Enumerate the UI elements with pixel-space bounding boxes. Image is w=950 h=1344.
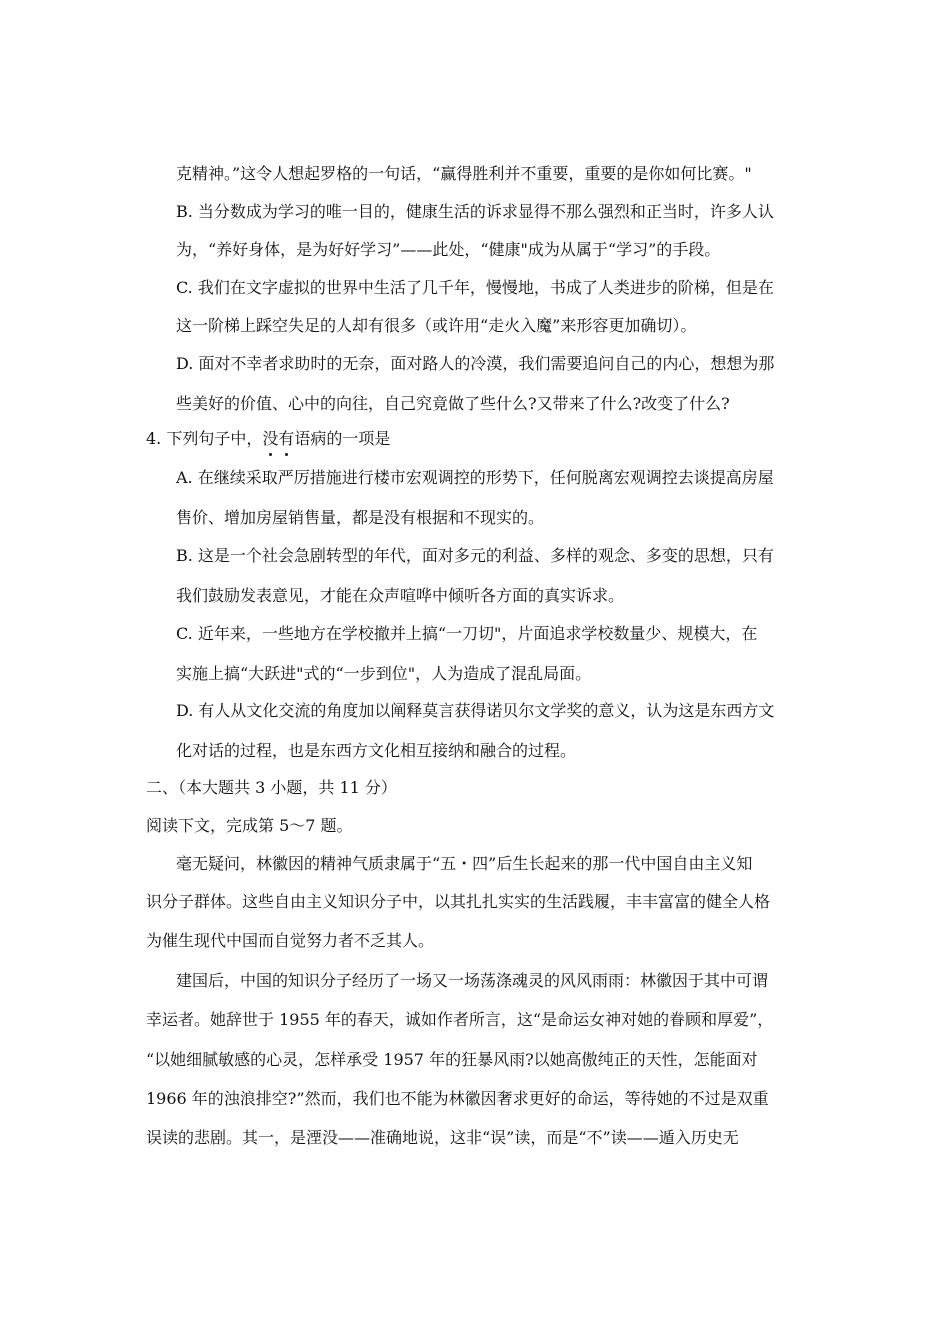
emphasis-char: 有 [278,427,294,451]
paragraph-line: 识分子群体。这些自由主义知识分子中，以其扎扎实实的生活践履，丰丰富富的健全人格 [146,892,771,911]
emphasis-char: 没 [262,427,278,451]
text-line: 些美好的价值、心中的向往，自己究竟做了些什么?又带来了什么?改变了什么? [176,394,730,413]
question-4-stem [146,427,390,451]
text-line: 我们鼓励发表意见，才能在众声喧哗中倾听各方面的真实诉求。 [176,586,625,605]
question-4-prefix: 4. 下列句子中， [146,429,263,448]
option-a-line: A. 在继续采取严厉措施进行楼市宏观调控的形势下，任何脱离宏观调控去谈提高房屋 [176,468,774,487]
option-d-line: D. 面对不幸者求助时的无奈，面对路人的冷漠，我们需要追问自己的内心，想想为那 [176,354,775,373]
paragraph-line: 为催生现代中国而自觉努力者不乏其人。 [146,931,435,950]
option-d-line: D. 有人从文化交流的角度加以阐释莫言获得诺贝尔文学奖的意义，认为这是东西方文 [176,701,775,720]
text-line: 售价、增加房屋销售量，都是没有根据和不现实的。 [176,508,545,527]
reading-instruction: 阅读下文，完成第 5～7 题。 [146,816,353,835]
question-4-suffix: 语病的一项是 [294,429,391,448]
section-heading: 二、（本大题共 3 小题，共 11 分） [146,778,397,797]
paragraph-line: 毫无疑问，林徽因的精神气质隶属于“五・四”后生长起来的那一代中国自由主义知 [176,854,753,873]
text-line: 化对话的过程，也是东西方文化相互接纳和融合的过程。 [176,741,577,760]
text-line: 这一阶梯上踩空失足的人却有很多（或许用“走火入魔”来形容更加确切）。 [176,316,697,335]
text-line: 克精神。”这令人想起罗格的一句话，“赢得胜利并不重要，重要的是你如何比赛。" [176,164,752,183]
paragraph-line: 误读的悲剧。其一，是湮没——准确地说，这非“误”读，而是“不”读——遁入历史无 [146,1128,739,1147]
text-line: 为，“养好身体，是为好好学习”——此处，“健康"成为从属于“学习”的手段。 [176,240,721,259]
paragraph-line: 建国后，中国的知识分子经历了一场又一场荡涤魂灵的风风雨雨：林徽因于其中可谓 [176,971,769,990]
paragraph-line: 幸运者。她辞世于 1955 年的春天，诚如作者所言，这“是命运女神对她的眷顾和厚爱”， [146,1010,774,1029]
paragraph-line: “以她细腻敏感的心灵，怎样承受 1957 年的狂暴风雨?以她高傲纯正的天性，怎能面对 [146,1050,758,1069]
paragraph-line: 1966 年的浊浪排空?”然而，我们也不能为林徽因奢求更好的命运，等待她的不过是双重 [146,1089,769,1108]
text-line: 实施上搞“大跃进"式的“一步到位"，人为造成了混乱局面。 [176,664,592,683]
option-b-line: B. 当分数成为学习的唯一目的，健康生活的诉求显得不那么强烈和正当时，许多人认 [176,202,774,221]
option-c-line: C. 近年来，一些地方在学校撤并上搞“一刀切"，片面追求学校数量少、规模大，在 [176,624,758,643]
option-b-line: B. 这是一个社会急剧转型的年代，面对多元的利益、多样的观念、多变的思想，只有 [176,546,774,565]
option-c-line: C. 我们在文字虚拟的世界中生活了几千年，慢慢地，书成了人类进步的阶梯，但是在 [176,278,774,297]
